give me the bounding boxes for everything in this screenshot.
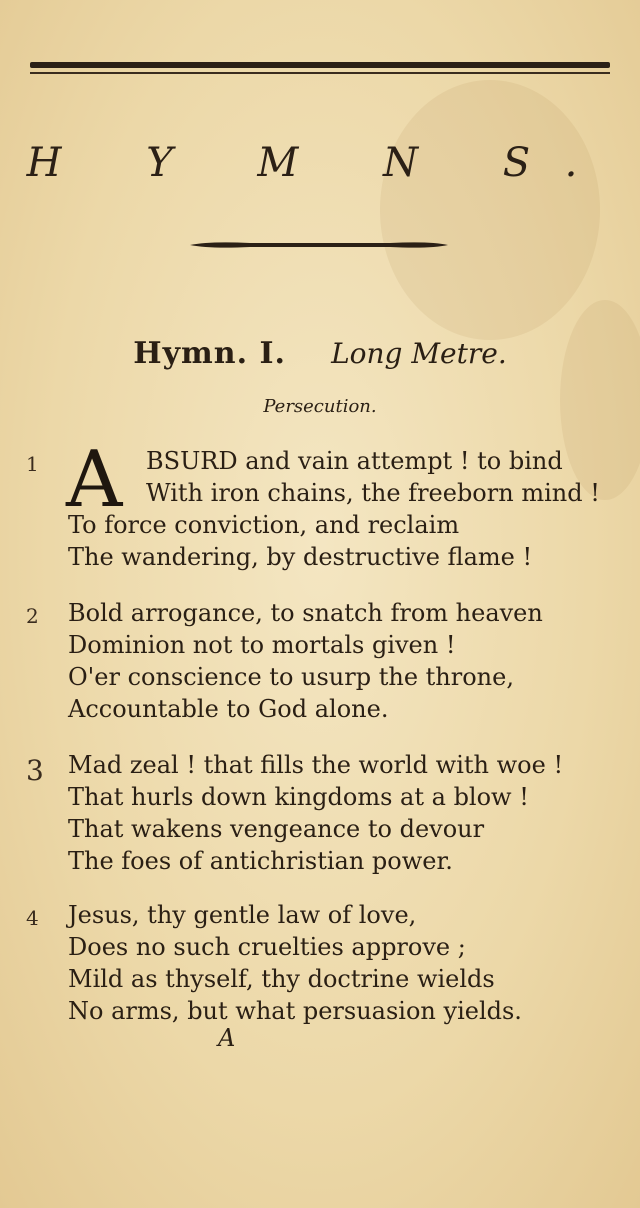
verse-line: That hurls down kingdoms at a blow ! (68, 783, 529, 811)
hymn-subject: Persecution. (263, 396, 377, 417)
catchword: A (218, 1024, 236, 1052)
verse-line: BSURD and vain attempt ! to bind (146, 447, 563, 475)
stanza-number: 3 (26, 754, 44, 787)
verse-line: To force conviction, and reclaim (68, 511, 460, 539)
stanza-number: 1 (26, 452, 39, 476)
verse-line: Bold arrogance, to snatch from heaven (68, 599, 543, 627)
top-rule-thin (30, 72, 610, 74)
verse-line: Mild as thyself, thy doctrine wields (68, 965, 495, 993)
paper-stain (380, 80, 600, 340)
verse-line: The foes of antichristian power. (68, 847, 453, 875)
verse-line: That wakens vengeance to devour (68, 815, 485, 843)
page-title: H Y M N S. (26, 140, 614, 186)
stanza-number: 4 (26, 906, 39, 930)
verse-line: The wandering, by destructive flame ! (68, 543, 533, 571)
verse-line: With iron chains, the freeborn mind ! (146, 479, 600, 507)
top-rule (30, 62, 610, 68)
ornamental-rule (190, 240, 448, 250)
drop-capital: A (66, 435, 123, 525)
verse-line: Accountable to God alone. (68, 695, 389, 723)
verse-line: Mad zeal ! that fills the world with woe ! (68, 751, 564, 779)
hymn-number: Hymn. I. (133, 336, 286, 371)
verse-line: O'er conscience to usurp the throne, (68, 663, 514, 691)
verse-line: Jesus, thy gentle law of love, (68, 901, 417, 929)
hymn-heading (0, 336, 640, 371)
verse-line: Dominion not to mortals given ! (68, 631, 456, 659)
verse-line: Does no such cruelties approve ; (68, 933, 466, 961)
stanza-number: 2 (26, 604, 39, 628)
hymn-metre: Long Metre. (331, 337, 507, 370)
verse-line: No arms, but what persuasion yields. (68, 997, 522, 1025)
